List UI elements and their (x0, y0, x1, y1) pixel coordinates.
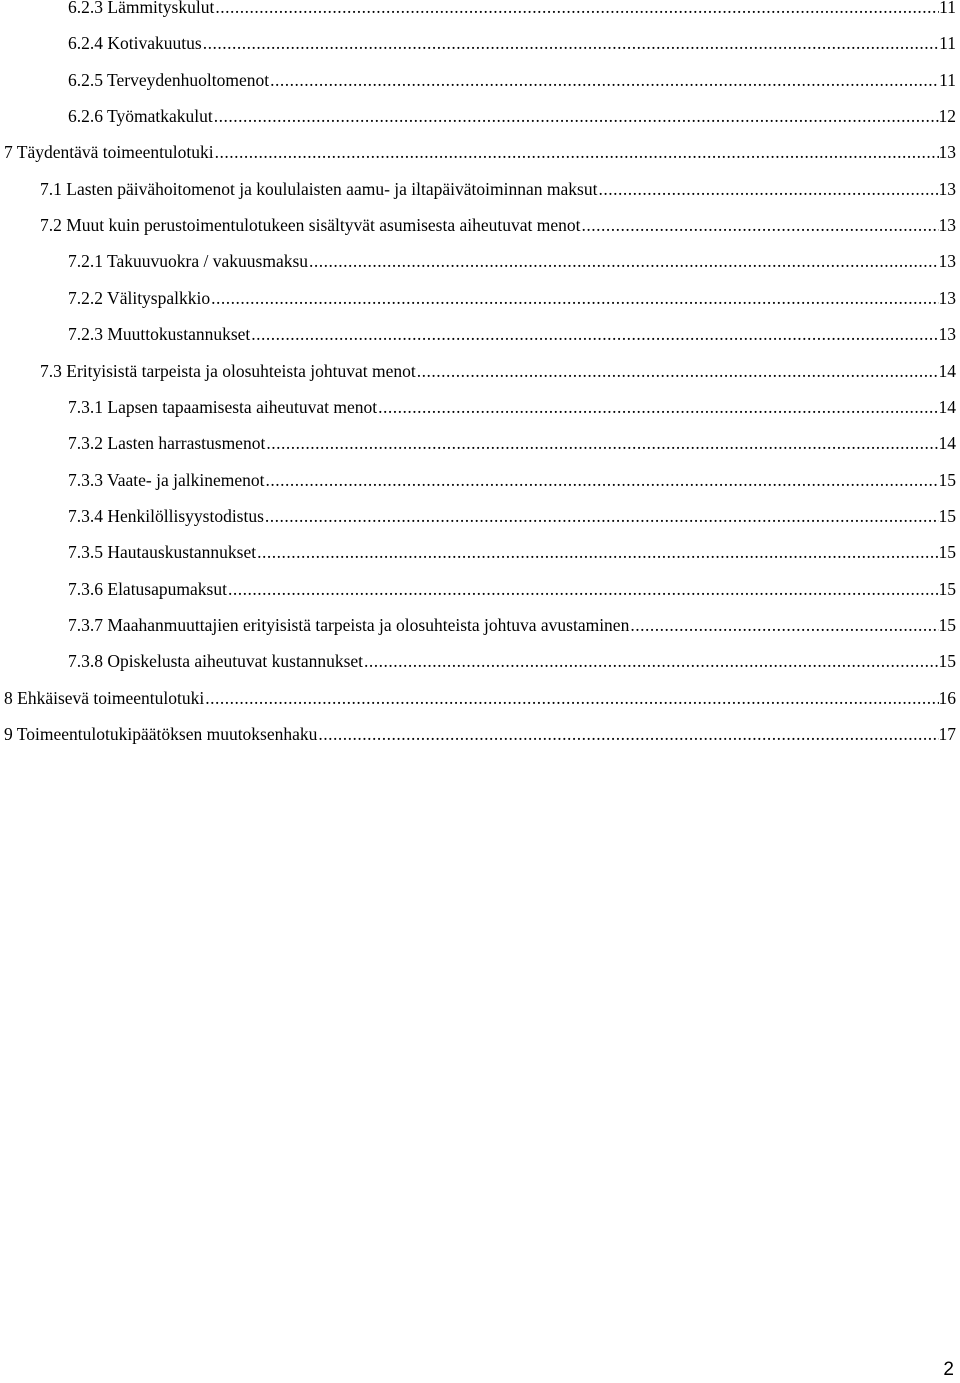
toc-entry[interactable] (68, 0, 956, 19)
toc-dot-leader (580, 213, 938, 237)
toc-entry[interactable] (40, 177, 956, 201)
toc-entry-page: 15 (938, 579, 956, 599)
toc-entry[interactable] (68, 613, 956, 637)
toc-dot-leader (308, 249, 938, 273)
toc-entry-page: 17 (938, 724, 956, 744)
toc-entry-page: 11 (939, 70, 956, 90)
toc-entry-label: 7.3.4 Henkilöllisyystodistus (68, 506, 264, 526)
toc-entry-label: 6.2.6 Työmatkakulut (68, 106, 213, 126)
toc-entry-label: 7.3.6 Elatusapumaksut (68, 579, 227, 599)
toc-dot-leader (204, 686, 938, 710)
toc-entry-page: 14 (938, 361, 956, 381)
toc-entry-label: 6.2.4 Kotivakuutus (68, 33, 202, 53)
toc-entry-page: 13 (938, 142, 956, 162)
toc-entry-label: 7.3.3 Vaate- ja jalkinemenot (68, 470, 265, 490)
toc-entry-page: 13 (938, 179, 956, 199)
toc-dot-leader (265, 431, 938, 455)
toc-entry-page: 11 (939, 33, 956, 53)
toc-dot-leader (265, 468, 939, 492)
toc-dot-leader (363, 649, 938, 673)
toc-entry[interactable] (68, 68, 956, 92)
toc-entry[interactable] (68, 431, 956, 455)
toc-dot-leader (629, 613, 938, 637)
toc-entry-page: 14 (938, 397, 956, 417)
toc-dot-leader (202, 31, 939, 55)
toc-dot-leader (227, 577, 939, 601)
toc-entry-label: 7.3 Erityisistä tarpeista ja olosuhteista johtuvat menot (40, 361, 416, 381)
toc-dot-leader (264, 504, 939, 528)
toc-entry[interactable] (68, 468, 956, 492)
toc-dot-leader (317, 722, 938, 746)
toc-entry-label: 8 Ehkäisevä toimeentulotuki (4, 688, 205, 708)
toc-entry[interactable] (40, 359, 956, 383)
toc-entry[interactable] (68, 286, 956, 310)
toc-dot-leader (214, 0, 939, 19)
toc-entry-page: 15 (938, 542, 956, 562)
toc-entry[interactable] (4, 686, 956, 710)
toc-dot-leader (269, 68, 939, 92)
toc-dot-leader (416, 359, 939, 383)
page-number: 2 (943, 1359, 954, 1380)
toc-entry-label: 7 Täydentävä toimeentulotuki (4, 142, 214, 162)
toc-entry-page: 15 (938, 651, 956, 671)
toc-entry-label: 9 Toimeentulotukipäätöksen muutoksenhaku (4, 724, 318, 744)
toc-entry[interactable] (68, 249, 956, 273)
toc-dot-leader (214, 140, 939, 164)
toc-dot-leader (256, 540, 938, 564)
toc-entry[interactable] (68, 104, 956, 128)
toc-entry-label: 7.3.2 Lasten harrastusmenot (68, 433, 266, 453)
toc-entry-page: 16 (938, 688, 956, 708)
toc-entry-label: 7.2 Muut kuin perustoimentulotukeen sisältyvät asumisesta aiheutuvat menot (40, 215, 581, 235)
toc-dot-leader (250, 322, 938, 346)
toc-entry-page: 12 (938, 106, 956, 126)
toc-dot-leader (210, 286, 938, 310)
toc-entry[interactable] (68, 395, 956, 419)
toc-entry-label: 6.2.3 Lämmityskulut (68, 0, 215, 17)
toc-entry-page: 14 (938, 433, 956, 453)
toc-entry[interactable] (68, 540, 956, 564)
toc-entry-label: 7.2.3 Muuttokustannukset (68, 324, 251, 344)
toc-entry-page: 13 (938, 215, 956, 235)
toc-dot-leader (597, 177, 938, 201)
toc-entry-page: 15 (938, 615, 956, 635)
toc-entry[interactable] (68, 31, 956, 55)
toc-entry-page: 11 (939, 0, 956, 17)
toc-entry-page: 13 (938, 288, 956, 308)
toc-entry[interactable] (4, 140, 956, 164)
toc-entry-page: 13 (938, 251, 956, 271)
toc-dot-leader (213, 104, 939, 128)
toc-entry-label: 7.3.1 Lapsen tapaamisesta aiheutuvat menot (68, 397, 378, 417)
toc-entry-label: 7.3.8 Opiskelusta aiheutuvat kustannukset (68, 651, 364, 671)
toc-entry-page: 13 (938, 324, 956, 344)
toc-entry[interactable] (68, 322, 956, 346)
toc-entry[interactable] (68, 649, 956, 673)
toc-entry[interactable] (68, 577, 956, 601)
toc-entry-page: 15 (938, 470, 956, 490)
toc-entry-label: 7.2.1 Takuuvuokra / vakuusmaksu (68, 251, 309, 271)
toc-entry-label: 7.3.7 Maahanmuuttajien erityisistä tarpeista ja olosuhteista johtuva avustaminen (68, 615, 630, 635)
toc-entry[interactable] (4, 722, 956, 746)
toc-entry-label: 7.3.5 Hautauskustannukset (68, 542, 257, 562)
toc-entry-label: 7.1 Lasten päivähoitomenot ja koululaisten aamu- ja iltapäivätoiminnan maksut (40, 179, 598, 199)
toc-entry-label: 6.2.5 Terveydenhuoltomenot (68, 70, 270, 90)
toc-entry-label: 7.2.2 Välityspalkkio (68, 288, 211, 308)
toc-entry[interactable] (68, 504, 956, 528)
toc-entry[interactable] (40, 213, 956, 237)
toc-entry-page: 15 (938, 506, 956, 526)
toc-dot-leader (377, 395, 938, 419)
